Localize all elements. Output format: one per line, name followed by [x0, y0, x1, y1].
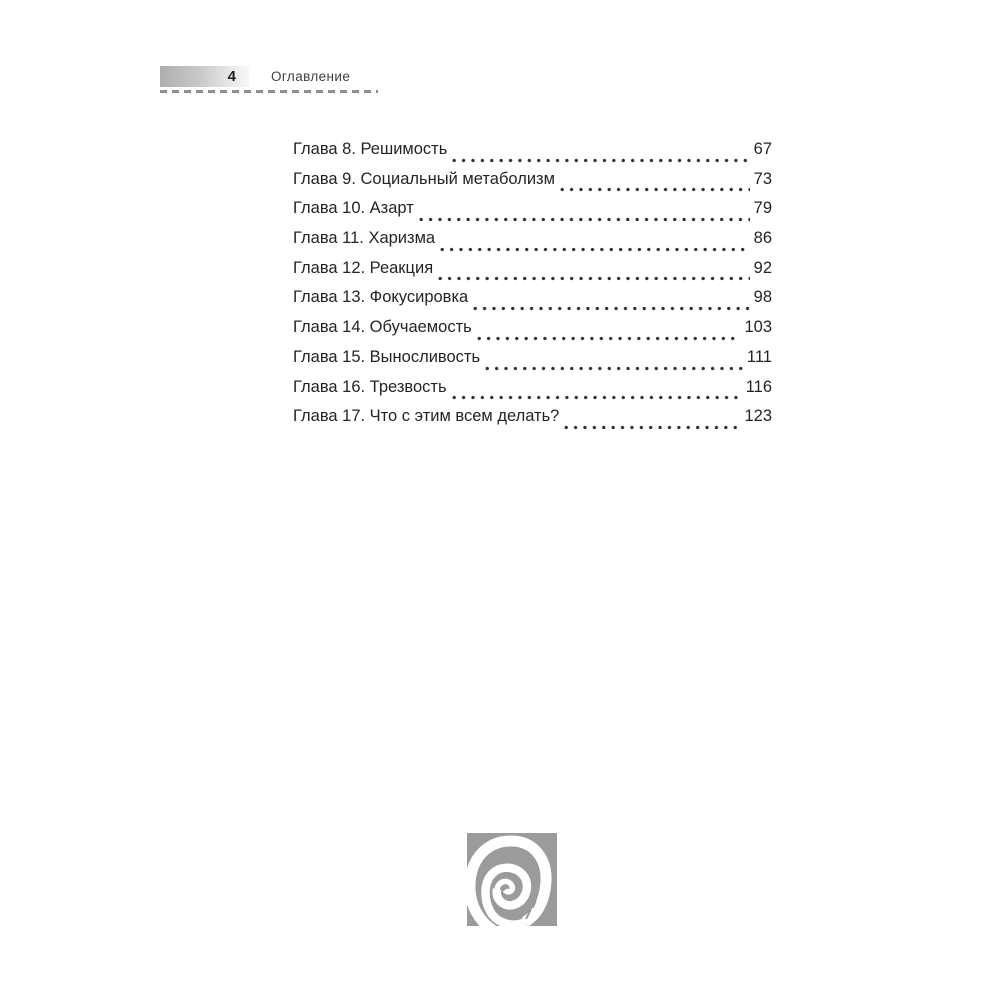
toc-entry-page: 98	[753, 288, 772, 307]
dot-leader	[452, 395, 742, 400]
dot-leader	[560, 187, 750, 192]
toc-entry-page: 86	[753, 229, 772, 248]
toc-entry-page: 92	[753, 258, 772, 277]
toc-row	[293, 259, 772, 289]
toc-entry-label: Глава 14. Обучаемость	[293, 318, 472, 337]
dot-leader	[438, 276, 750, 281]
toc-entry-label: Глава 13. Фокусировка	[293, 288, 469, 307]
toc-entry-label: Глава 10. Азарт	[293, 199, 414, 218]
dashed-rule	[160, 90, 378, 93]
toc-entry-label: Глава 15. Выносливость	[293, 347, 481, 366]
toc-row	[293, 288, 772, 318]
toc-entry-label: Глава 8. Решимость	[293, 140, 448, 158]
toc-entry-label: Глава 16. Трезвость	[293, 377, 447, 396]
toc-entry-page: 123	[744, 407, 772, 426]
dot-leader	[485, 366, 743, 371]
dot-leader	[440, 247, 750, 252]
header-title: Оглавление	[271, 69, 351, 84]
toc-row	[293, 229, 772, 259]
dot-leader	[477, 336, 741, 341]
page-header-bar	[160, 66, 249, 87]
toc-entry-page: 73	[753, 169, 772, 188]
toc-row	[293, 348, 772, 378]
toc-entry-label: Глава 9. Социальный метаболизм	[293, 169, 555, 188]
spiral-icon	[467, 833, 557, 926]
publisher-logo	[467, 833, 557, 926]
toc-row	[293, 199, 772, 229]
toc-row	[293, 170, 772, 200]
toc-row	[293, 140, 772, 170]
toc-entry-label: Глава 17. Что с этим всем делать?	[293, 407, 560, 426]
dot-leader	[419, 217, 750, 222]
toc-row	[293, 378, 772, 408]
toc-entry-page: 111	[746, 347, 772, 366]
toc-list	[293, 140, 772, 437]
dot-leader	[473, 306, 749, 311]
toc-entry-page: 116	[745, 377, 772, 396]
toc-entry-page: 67	[753, 140, 772, 158]
toc-entry-page: 79	[753, 199, 772, 218]
toc-row	[293, 407, 772, 437]
page-number: 4	[227, 68, 236, 85]
toc-entry-page: 103	[744, 318, 772, 337]
dot-leader	[564, 425, 740, 430]
toc-row	[293, 318, 772, 348]
toc-entry-label: Глава 12. Реакция	[293, 258, 434, 277]
dot-leader	[452, 158, 749, 163]
toc-entry-label: Глава 11. Харизма	[293, 229, 436, 248]
